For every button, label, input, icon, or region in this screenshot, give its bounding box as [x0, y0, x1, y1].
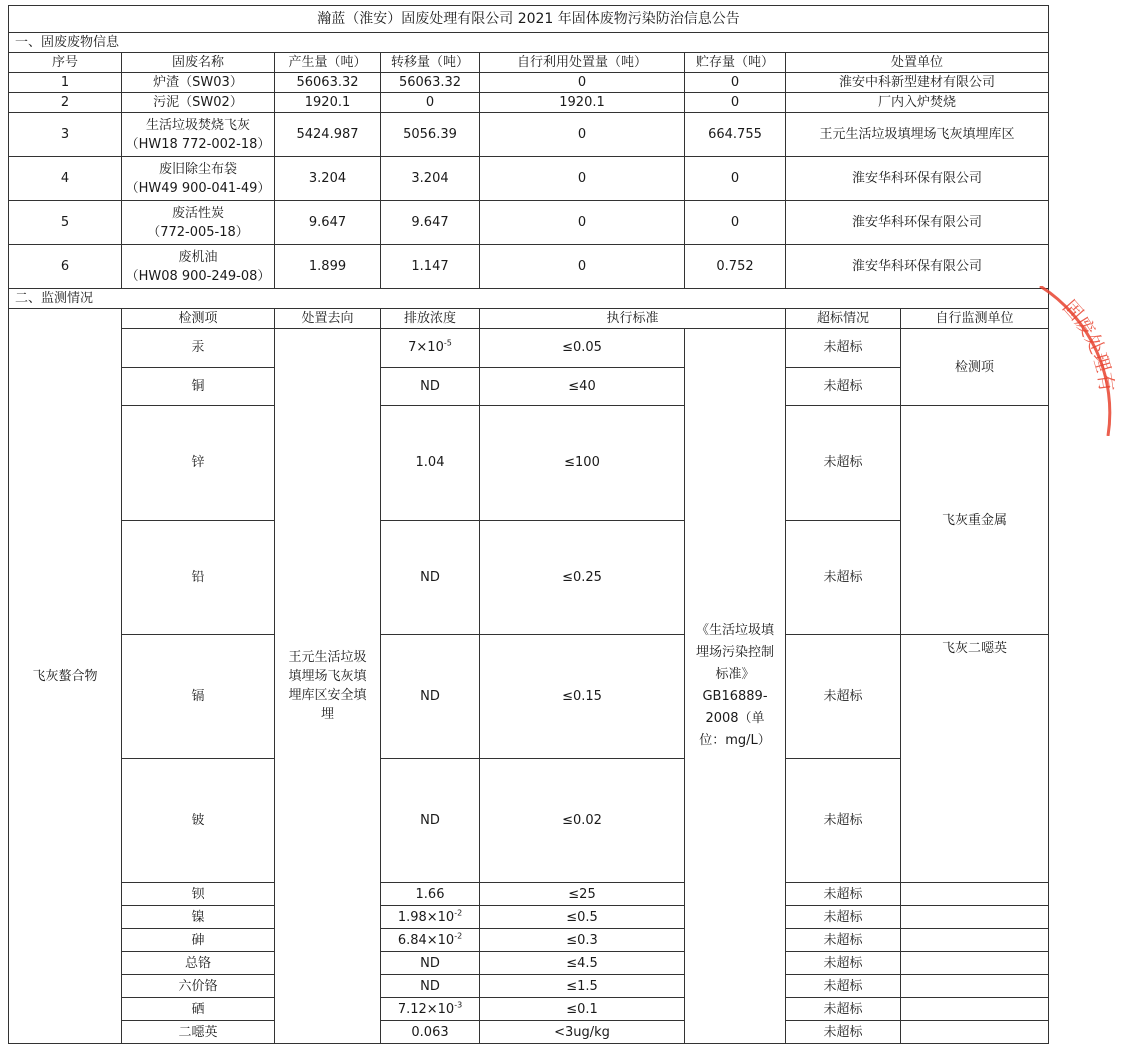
concentration-exponent: -2 [454, 908, 463, 918]
monitor-header-item: 检测项 [901, 329, 1049, 406]
exceed-status: 未超标 [786, 635, 901, 759]
concentration-value: ND [420, 689, 440, 704]
self-disposal-amount: 0 [480, 113, 685, 157]
waste-name [122, 157, 275, 201]
produced-amount: 1.899 [275, 245, 381, 289]
col-header-name: 固废名称 [122, 53, 275, 73]
test-item: 铅 [122, 520, 275, 635]
standard-limit: ≤25 [480, 883, 685, 906]
concentration-value: ND [420, 955, 440, 971]
stored-amount: 0.752 [685, 245, 786, 289]
self-disposal-amount: 0 [480, 201, 685, 245]
transferred-amount: 5056.39 [381, 113, 480, 157]
waste-code: （HW18 772-002-18） [125, 136, 271, 152]
transferred-amount: 56063.32 [381, 73, 480, 93]
monitor-row [9, 1021, 1049, 1044]
standard-limit: ≤0.5 [480, 906, 685, 929]
exceed-status: 未超标 [786, 906, 901, 929]
col-header-concentration: 排放浓度 [381, 309, 480, 329]
monitor-row [9, 975, 1049, 998]
disposal-unit: 王元生活垃圾填埋场飞灰填埋库区 [786, 113, 1049, 157]
emission-concentration [381, 406, 480, 521]
waste-row [9, 245, 1049, 289]
test-item: 镍 [122, 906, 275, 929]
test-item: 硒 [122, 998, 275, 1021]
monitor-empty-cell [901, 1021, 1049, 1044]
monitor-item: 飞灰重金属 [901, 406, 1049, 635]
waste-no: 5 [9, 201, 122, 245]
emission-concentration [381, 906, 480, 929]
exceed-status: 未超标 [786, 883, 901, 906]
waste-name [122, 201, 275, 245]
exceed-status: 未超标 [786, 952, 901, 975]
standard-limit: <3ug/kg [480, 1021, 685, 1044]
col-header-stored: 贮存量（吨） [685, 53, 786, 73]
waste-code: （HW49 900-041-49） [125, 180, 271, 196]
stored-amount: 0 [685, 157, 786, 201]
col-header-standard: 执行标准 [480, 309, 786, 329]
standard-limit: ≤0.02 [480, 759, 685, 883]
emission-concentration [381, 329, 480, 368]
monitor-row [9, 635, 1049, 759]
concentration-value: 6.84×10 [397, 932, 455, 948]
waste-name-line1: 废旧除尘布袋 [158, 161, 237, 177]
emission-concentration [381, 952, 480, 975]
test-item: 铜 [122, 367, 275, 406]
emission-concentration [381, 975, 480, 998]
col-header-produced: 产生量（吨） [275, 53, 381, 73]
monitor-row [9, 929, 1049, 952]
col-header-no: 序号 [9, 53, 122, 73]
exceed-status: 未超标 [786, 975, 901, 998]
exceed-status: 未超标 [786, 520, 901, 635]
stored-amount: 0 [685, 73, 786, 93]
concentration-value: ND [420, 378, 440, 394]
monitor-row [9, 759, 1049, 883]
monitor-row [9, 367, 1049, 406]
standard-limit: ≤0.25 [480, 520, 685, 635]
test-item: 铍 [122, 759, 275, 883]
emission-concentration [381, 367, 480, 406]
standard-limit: ≤0.3 [480, 929, 685, 952]
standard-limit: ≤1.5 [480, 975, 685, 998]
monitor-row [9, 998, 1049, 1021]
stored-amount: 664.755 [685, 113, 786, 157]
monitored-object: 飞灰螯合物 [9, 309, 122, 1044]
waste-no: 1 [9, 73, 122, 93]
announcement-sheet [8, 5, 1048, 1044]
exceed-status: 未超标 [786, 929, 901, 952]
emission-concentration [381, 759, 480, 883]
waste-row [9, 201, 1049, 245]
self-disposal-amount: 0 [480, 157, 685, 201]
standard-limit: ≤100 [480, 406, 685, 521]
produced-amount: 56063.32 [275, 73, 381, 93]
col-header-disposal-unit: 处置单位 [786, 53, 1049, 73]
emission-concentration [381, 883, 480, 906]
document-title: 瀚蓝（淮安）固废处理有限公司 2021 年固体废物污染防治信息公告 [9, 6, 1049, 33]
transferred-amount: 9.647 [381, 201, 480, 245]
col-header-test-item: 检测项 [122, 309, 275, 329]
concentration-value: 1.66 [415, 886, 445, 902]
disposal-unit: 厂内入炉焚烧 [786, 93, 1049, 113]
seal-text: 固废处理有 [1058, 296, 1118, 394]
emission-concentration [381, 929, 480, 952]
waste-name-line1: 炉渣（SW03） [153, 75, 243, 90]
monitor-row [9, 883, 1049, 906]
concentration-exponent: -2 [454, 931, 463, 941]
svg-text:固废处理有 [1058, 296, 1117, 393]
monitor-item: 飞灰二噁英 [901, 635, 1049, 883]
monitor-empty-cell [901, 906, 1049, 929]
disposal-destination: 王元生活垃圾填埋场飞灰填埋库区安全填埋 [275, 329, 381, 1044]
section2-heading: 二、监测情况 [9, 289, 1049, 309]
exceed-status: 未超标 [786, 367, 901, 406]
waste-name-line1: 废机油 [178, 249, 218, 265]
monitor-row [9, 906, 1049, 929]
emission-concentration [381, 1021, 480, 1044]
monitor-empty-cell [901, 998, 1049, 1021]
transferred-amount: 1.147 [381, 245, 480, 289]
produced-amount: 3.204 [275, 157, 381, 201]
concentration-value: 7×10 [408, 340, 444, 356]
concentration-exponent: -5 [443, 338, 452, 348]
waste-name [122, 113, 275, 157]
monitor-row [9, 406, 1049, 521]
self-disposal-amount: 1920.1 [480, 93, 685, 113]
disposal-unit: 淮安华科环保有限公司 [786, 157, 1049, 201]
section1-heading: 一、固废废物信息 [9, 33, 1049, 53]
company-seal [1038, 286, 1148, 436]
announcement-table [8, 5, 1049, 1044]
standard-limit: ≤4.5 [480, 952, 685, 975]
concentration-exponent: -3 [454, 1000, 463, 1010]
standard-name: 《生活垃圾填埋场污染控制标准》GB16889-2008（单位：mg/L） [685, 329, 786, 1044]
waste-no: 6 [9, 245, 122, 289]
exceed-status: 未超标 [786, 329, 901, 368]
stored-amount: 0 [685, 201, 786, 245]
waste-code: （772-005-18） [147, 224, 249, 240]
exceed-status: 未超标 [786, 759, 901, 883]
exceed-status: 未超标 [786, 1021, 901, 1044]
test-item: 总铬 [122, 952, 275, 975]
test-item: 砷 [122, 929, 275, 952]
waste-code: （HW08 900-249-08） [125, 268, 271, 284]
col-header-destination: 处置去向 [275, 309, 381, 329]
concentration-value: 0.063 [411, 1024, 449, 1040]
disposal-unit: 淮安中科新型建材有限公司 [786, 73, 1049, 93]
test-item: 锌 [122, 406, 275, 521]
produced-amount: 5424.987 [275, 113, 381, 157]
self-disposal-amount: 0 [480, 245, 685, 289]
stored-amount: 0 [685, 93, 786, 113]
monitor-row [9, 520, 1049, 635]
waste-no: 3 [9, 113, 122, 157]
self-disposal-amount: 0 [480, 73, 685, 93]
concentration-value: 1.98×10 [397, 909, 455, 925]
produced-amount: 1920.1 [275, 93, 381, 113]
col-header-transferred: 转移量（吨） [381, 53, 480, 73]
monitor-empty-cell [901, 952, 1049, 975]
test-item: 二噁英 [122, 1021, 275, 1044]
concentration-value: ND [420, 978, 440, 994]
exceed-status: 未超标 [786, 406, 901, 521]
transferred-amount: 3.204 [381, 157, 480, 201]
emission-concentration [381, 998, 480, 1021]
test-item: 六价铬 [122, 975, 275, 998]
transferred-amount: 0 [381, 93, 480, 113]
waste-name-line1: 生活垃圾焚烧飞灰 [145, 117, 250, 133]
disposal-unit: 淮安华科环保有限公司 [786, 201, 1049, 245]
waste-name-line1: 废活性炭 [171, 205, 224, 221]
exceed-status: 未超标 [786, 998, 901, 1021]
produced-amount: 9.647 [275, 201, 381, 245]
test-item: 镉 [122, 635, 275, 759]
concentration-value: 1.04 [415, 455, 445, 471]
emission-concentration [381, 520, 480, 635]
standard-limit: ≤0.15 [480, 635, 685, 759]
waste-name-line1: 污泥（SW02） [153, 95, 243, 110]
col-header-monitor-unit: 自行监测单位 [901, 309, 1049, 329]
waste-name [122, 93, 275, 113]
waste-name [122, 245, 275, 289]
disposal-unit: 淮安华科环保有限公司 [786, 245, 1049, 289]
waste-row [9, 73, 1049, 93]
col-header-self-disposal: 自行利用处置量（吨） [480, 53, 685, 73]
monitor-empty-cell [901, 883, 1049, 906]
monitor-empty-cell [901, 929, 1049, 952]
concentration-value: ND [420, 813, 440, 828]
waste-row [9, 113, 1049, 157]
monitor-empty-cell [901, 975, 1049, 998]
waste-row [9, 93, 1049, 113]
standard-limit: ≤0.1 [480, 998, 685, 1021]
waste-no: 4 [9, 157, 122, 201]
standard-limit: ≤0.05 [480, 329, 685, 368]
test-item: 汞 [122, 329, 275, 368]
waste-row [9, 157, 1049, 201]
waste-no: 2 [9, 93, 122, 113]
col-header-exceed-status: 超标情况 [786, 309, 901, 329]
emission-concentration [381, 635, 480, 759]
test-item: 钡 [122, 883, 275, 906]
monitor-row [9, 329, 1049, 368]
concentration-value: ND [420, 569, 440, 585]
monitor-row [9, 952, 1049, 975]
concentration-value: 7.12×10 [397, 1001, 455, 1017]
waste-name [122, 73, 275, 93]
standard-limit: ≤40 [480, 367, 685, 406]
